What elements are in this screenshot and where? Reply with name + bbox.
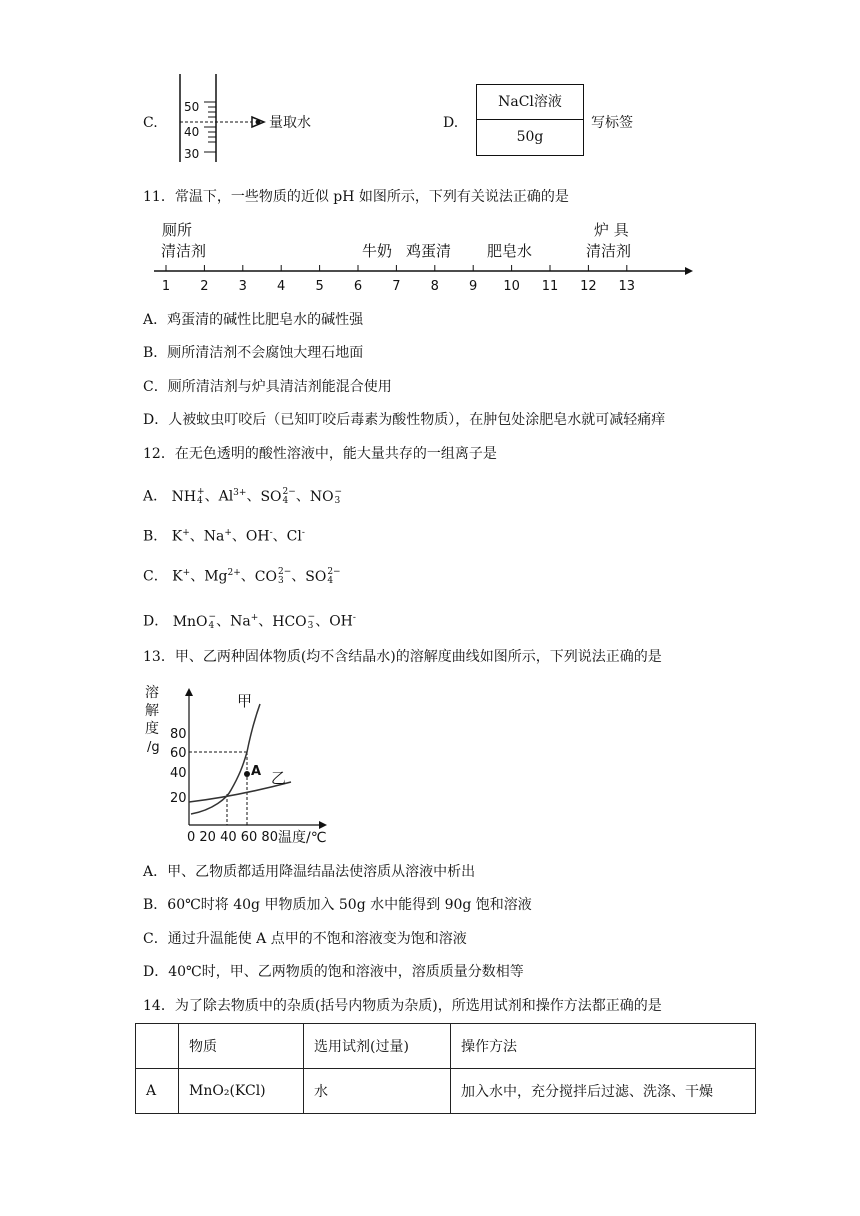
ph-tick-label: 3 [238, 279, 247, 294]
ion-formula: K+ [172, 568, 191, 585]
ion-formula: K+ [171, 528, 190, 545]
table-header-cell: 操作方法 [451, 1024, 756, 1069]
table-header-row [136, 1024, 756, 1069]
ph-tick-label: 11 [541, 279, 559, 294]
q14-table [135, 1023, 756, 1114]
table-row [136, 1069, 756, 1114]
solubility-curve-figure [143, 680, 343, 852]
q12-stem: 12．在无色透明的酸性溶液中，能大量共存的一组离子是 [143, 446, 497, 462]
q11-option-b: B．厕所清洁剂不会腐蚀大理石地面 [143, 345, 364, 361]
separator: 、 [216, 613, 231, 630]
q14-stem: 14．为了除去物质中的杂质(括号内物质为杂质)，所选用试剂和操作方法都正确的是 [143, 998, 662, 1014]
ph-label-toilet-line1: 厕所 [162, 221, 193, 239]
ph-tick-label: 13 [618, 279, 636, 294]
ion-formula: $Mg^{2+}$ [204, 568, 241, 585]
y-tick-60: 60 [170, 746, 187, 761]
cylinder-tick-50: 50 [184, 100, 200, 114]
q12-option-b [143, 524, 305, 546]
q12-option-a [143, 484, 342, 506]
ph-tick-label: 12 [580, 279, 597, 294]
separator: 、 [272, 528, 287, 545]
separator: 、 [190, 568, 205, 585]
ph-scale-figure [150, 215, 695, 295]
ion-formula: CO 2− 3 [254, 566, 292, 586]
ph-label-toilet-line2: 清洁剂 [161, 242, 207, 260]
ion-formula: HCO − 3 [272, 611, 316, 631]
cylinder-tick-30: 30 [184, 147, 200, 161]
q13-option-b: B．60℃时将 40g 甲物质加入 50g 水中能得到 90g 饱和溶液 [143, 897, 532, 913]
x-axis-label: 温度/℃ [278, 830, 327, 846]
q12-option-d [143, 609, 356, 631]
ion-formula: NO − 3 [309, 486, 343, 506]
separator: 、 [231, 528, 246, 545]
ion-formula: Na+ [230, 613, 259, 630]
option-label: D． [143, 613, 173, 630]
ph-label-egg-white: 鸡蛋清 [406, 242, 452, 260]
curve-jia-label: 甲 [237, 692, 253, 710]
ion-formula: NH + 4 [171, 486, 205, 506]
separator: 、 [246, 488, 261, 505]
option-label: B． [143, 528, 172, 545]
separator: 、 [240, 568, 255, 585]
label-card-top: NaCl溶液 [477, 85, 583, 120]
ion-formula: Na+ [203, 528, 232, 545]
q13-option-c: C．通过升温能使 A 点甲的不饱和溶液变为饱和溶液 [143, 931, 467, 947]
ph-label-stove-line2: 清洁剂 [586, 242, 632, 260]
q11-option-d: D．人被蚊虫叮咬后（已知叮咬后毒素为酸性物质），在肿包处涂肥皂水就可减轻痛痒 [143, 412, 666, 428]
q10-option-c-label: C. [143, 115, 158, 131]
q10-option-d-label: D. [443, 115, 459, 131]
table-header-cell: 选用试剂(过量) [304, 1024, 451, 1069]
table-header-cell: 物质 [179, 1024, 304, 1069]
separator: 、 [204, 488, 219, 505]
curve-yi-label: 乙 [271, 769, 287, 787]
point-a-marker [244, 771, 250, 777]
label-card-bottom: 50g [516, 129, 544, 145]
separator: 、 [291, 568, 306, 585]
y-tick-80: 80 [170, 727, 187, 742]
ph-label-soap-water: 肥皂水 [487, 242, 533, 260]
q10-option-d-caption: 写标签 [591, 115, 633, 131]
table-header-cell [136, 1024, 179, 1069]
ion-formula: MnO − 4 [172, 611, 217, 631]
ph-tick-label: 6 [353, 279, 363, 294]
separator: 、 [189, 528, 204, 545]
q11-stem: 11．常温下，一些物质的近似 pH 如图所示，下列有关说法正确的是 [143, 189, 569, 205]
y-tick-20: 20 [170, 791, 187, 806]
separator: 、 [315, 613, 330, 630]
ion-formula: SO 2− 4 [305, 566, 341, 586]
table-cell: A [136, 1069, 179, 1114]
graduated-cylinder-figure [168, 70, 328, 166]
separator: 、 [295, 488, 310, 505]
separator: 、 [258, 613, 273, 630]
table-cell: MnO₂(KCl) [179, 1069, 304, 1114]
ph-label-milk: 牛奶 [362, 242, 393, 260]
ph-tick-label: 2 [200, 279, 209, 294]
ph-tick-label: 5 [315, 279, 324, 294]
q11-option-a: A．鸡蛋清的碱性比肥皂水的碱性强 [143, 312, 364, 328]
q12-option-c [143, 564, 341, 586]
label-card [476, 84, 584, 156]
y-label-char-2: 解 [145, 703, 159, 719]
ph-tick-label: 4 [277, 279, 286, 294]
q11-option-c: C．厕所清洁剂与炉具清洁剂能混合使用 [143, 379, 392, 395]
ion-formula: SO 2− 4 [260, 486, 296, 506]
y-label-unit: /g [147, 740, 160, 755]
y-label-char-3: 度 [145, 721, 159, 737]
ion-formula: Cl- [286, 528, 305, 545]
ph-tick-label: 10 [503, 279, 520, 294]
option-label: C． [143, 568, 173, 585]
ion-formula: $Al^{3+}$ [218, 488, 247, 505]
ion-formula: OH- [329, 613, 356, 630]
ph-tick-label: 7 [392, 279, 401, 294]
table-cell: 加入水中，充分搅拌后过滤、洗涤、干燥 [451, 1069, 756, 1114]
ph-tick-label: 1 [161, 279, 171, 294]
q10-option-c-caption: 量取水 [269, 115, 311, 131]
q13-option-d: D．40℃时，甲、乙两物质的饱和溶液中，溶质质量分数相等 [143, 964, 524, 980]
ion-formula: OH- [245, 528, 273, 545]
y-label-char-1: 溶 [145, 685, 159, 701]
ph-tick-label: 9 [469, 279, 478, 294]
point-a-label: A [251, 764, 262, 779]
option-label: A． [143, 488, 172, 505]
table-cell: 水 [304, 1069, 451, 1114]
ph-tick-label: 8 [430, 279, 439, 294]
y-tick-40: 40 [170, 766, 187, 781]
q13-option-a: A．甲、乙物质都适用降温结晶法使溶质从溶液中析出 [143, 864, 476, 880]
x-ticks: 0 20 40 60 80 [187, 830, 278, 845]
q13-stem: 13．甲、乙两种固体物质(均不含结晶水)的溶解度曲线如图所示，下列说法正确的是 [143, 649, 662, 665]
cylinder-tick-40: 40 [184, 125, 200, 139]
ph-label-stove-line1: 炉 具 [594, 221, 629, 239]
